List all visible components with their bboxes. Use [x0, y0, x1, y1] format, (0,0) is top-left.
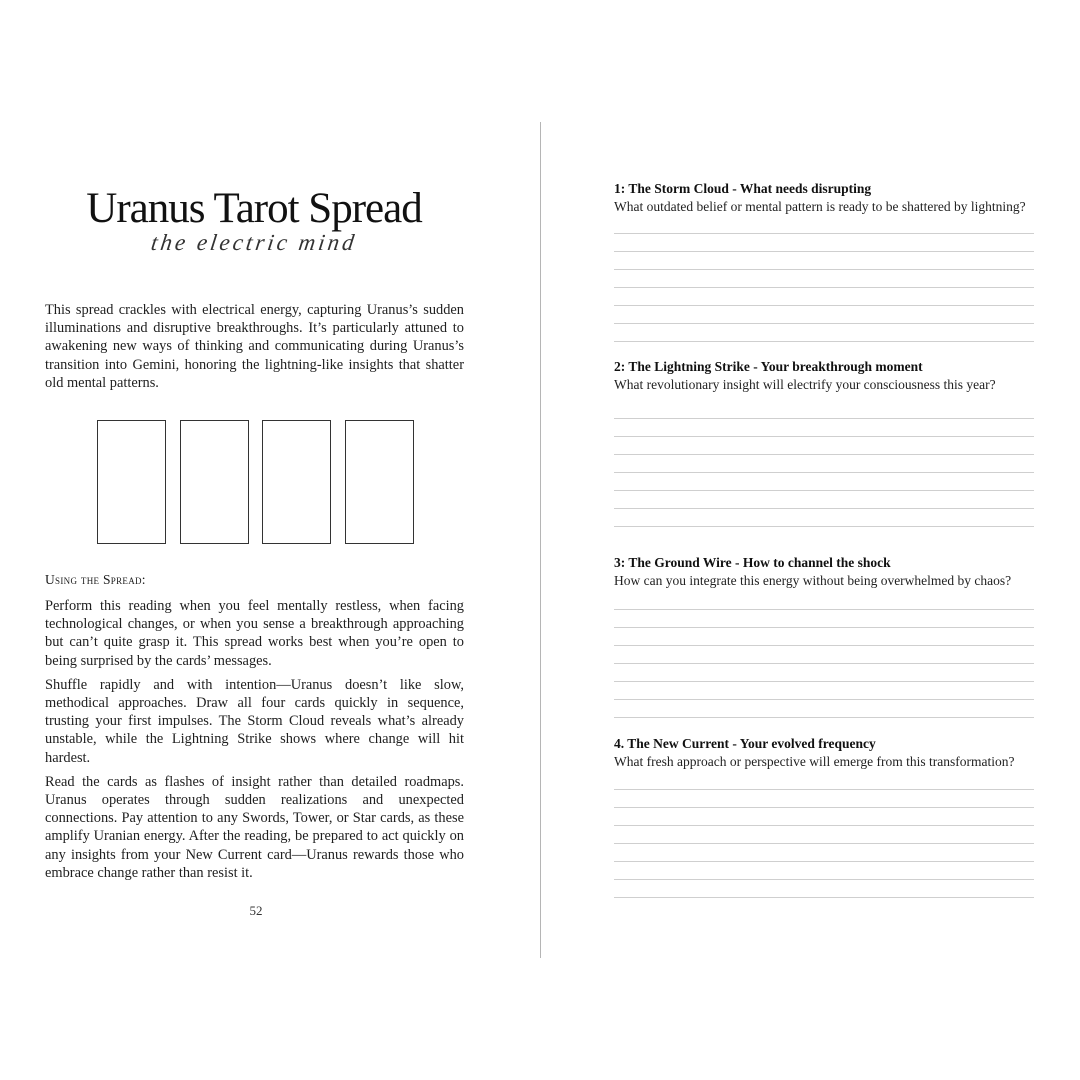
card-spread-diagram: [97, 420, 417, 546]
writing-line: [614, 323, 1034, 324]
card-slot-2: [180, 420, 249, 544]
writing-line: [614, 251, 1034, 252]
writing-line: [614, 436, 1034, 437]
card-slot-1: [97, 420, 166, 544]
writing-line: [614, 472, 1034, 473]
writing-line: [614, 663, 1034, 664]
card-slot-4: [345, 420, 414, 544]
writing-line: [614, 609, 1034, 610]
writing-line: [614, 305, 1034, 306]
writing-line: [614, 627, 1034, 628]
writing-line: [614, 681, 1034, 682]
question-heading: 2: The Lightning Strike - Your breakthrough moment: [614, 359, 923, 374]
writing-line: [614, 807, 1034, 808]
page-number: 52: [249, 903, 263, 918]
writing-line: [614, 645, 1034, 646]
page-subtitle: the electric mind: [149, 230, 359, 255]
right-page: [541, 0, 1080, 1080]
question-new-current: [614, 735, 1034, 771]
writing-line: [614, 843, 1034, 844]
question-heading: 4. The New Current - Your evolved frequency: [614, 736, 876, 751]
question-lightning-strike: [614, 358, 1034, 394]
writing-line: [614, 269, 1034, 270]
writing-line: [614, 897, 1034, 898]
using-paragraph-1: Perform this reading when you feel mentally restless, when facing technological changes, or when you sense a breakthrough approaching but can’t quite grasp it. This spread works best when you’re open to being surprised by the cards’ messages.: [45, 598, 464, 669]
writing-line: [614, 526, 1034, 527]
using-paragraph-3: Read the cards as flashes of insight rather than detailed roadmaps. Uranus operates through sudden realizations and unexpected connections. Pay attention to any Swords, Tower, or Star cards, as these amplify Uranian energy. After the reading, be prepared to act quickly on any insights from your New Current card—Uranus rewards those who embrace change rather than resist it.: [45, 773, 464, 881]
question-prompt: What revolutionary insight will electrify your consciousness this year?: [614, 377, 996, 392]
question-prompt: How can you integrate this energy without being overwhelmed by chaos?: [614, 573, 1012, 588]
question-heading: 1: The Storm Cloud - What needs disrupting: [614, 181, 872, 196]
writing-line: [614, 341, 1034, 342]
question-heading: 3: The Ground Wire - How to channel the shock: [614, 555, 891, 570]
using-spread-section: [45, 597, 464, 888]
question-ground-wire: [614, 554, 1034, 590]
writing-line: [614, 508, 1034, 509]
writing-line: [614, 789, 1034, 790]
writing-line: [614, 699, 1034, 700]
using-paragraph-2: Shuffle rapidly and with intention—Uranus doesn’t like slow, methodical approaches. Draw all four cards quickly in sequence, trusting your first impulses. The Storm Cloud reveals what’s already unstable, while the Lightning Strike shows where change will hit hardest.: [45, 676, 464, 766]
writing-line: [614, 287, 1034, 288]
using-spread-heading: Using the Spread:: [45, 572, 146, 587]
question-storm-cloud: [614, 180, 1034, 216]
page-title: Uranus Tarot Spread: [86, 185, 422, 232]
writing-line: [614, 454, 1034, 455]
writing-line: [614, 490, 1034, 491]
writing-line: [614, 233, 1034, 234]
card-slot-3: [262, 420, 331, 544]
writing-line: [614, 861, 1034, 862]
intro-paragraph: This spread crackles with electrical energy, capturing Uranus’s sudden illuminations and disruptive breakthroughs. It’s particularly attuned to awakening new ways of thinking and communicating during Uranus’s transition into Gemini, honoring the lightning-like insights that shatter old mental patterns.: [45, 302, 464, 391]
question-prompt: What outdated belief or mental pattern is ready to be shattered by lightning?: [614, 199, 1026, 214]
writing-line: [614, 418, 1034, 419]
writing-line: [614, 879, 1034, 880]
writing-line: [614, 717, 1034, 718]
question-prompt: What fresh approach or perspective will emerge from this transformation?: [614, 754, 1015, 769]
writing-line: [614, 825, 1034, 826]
